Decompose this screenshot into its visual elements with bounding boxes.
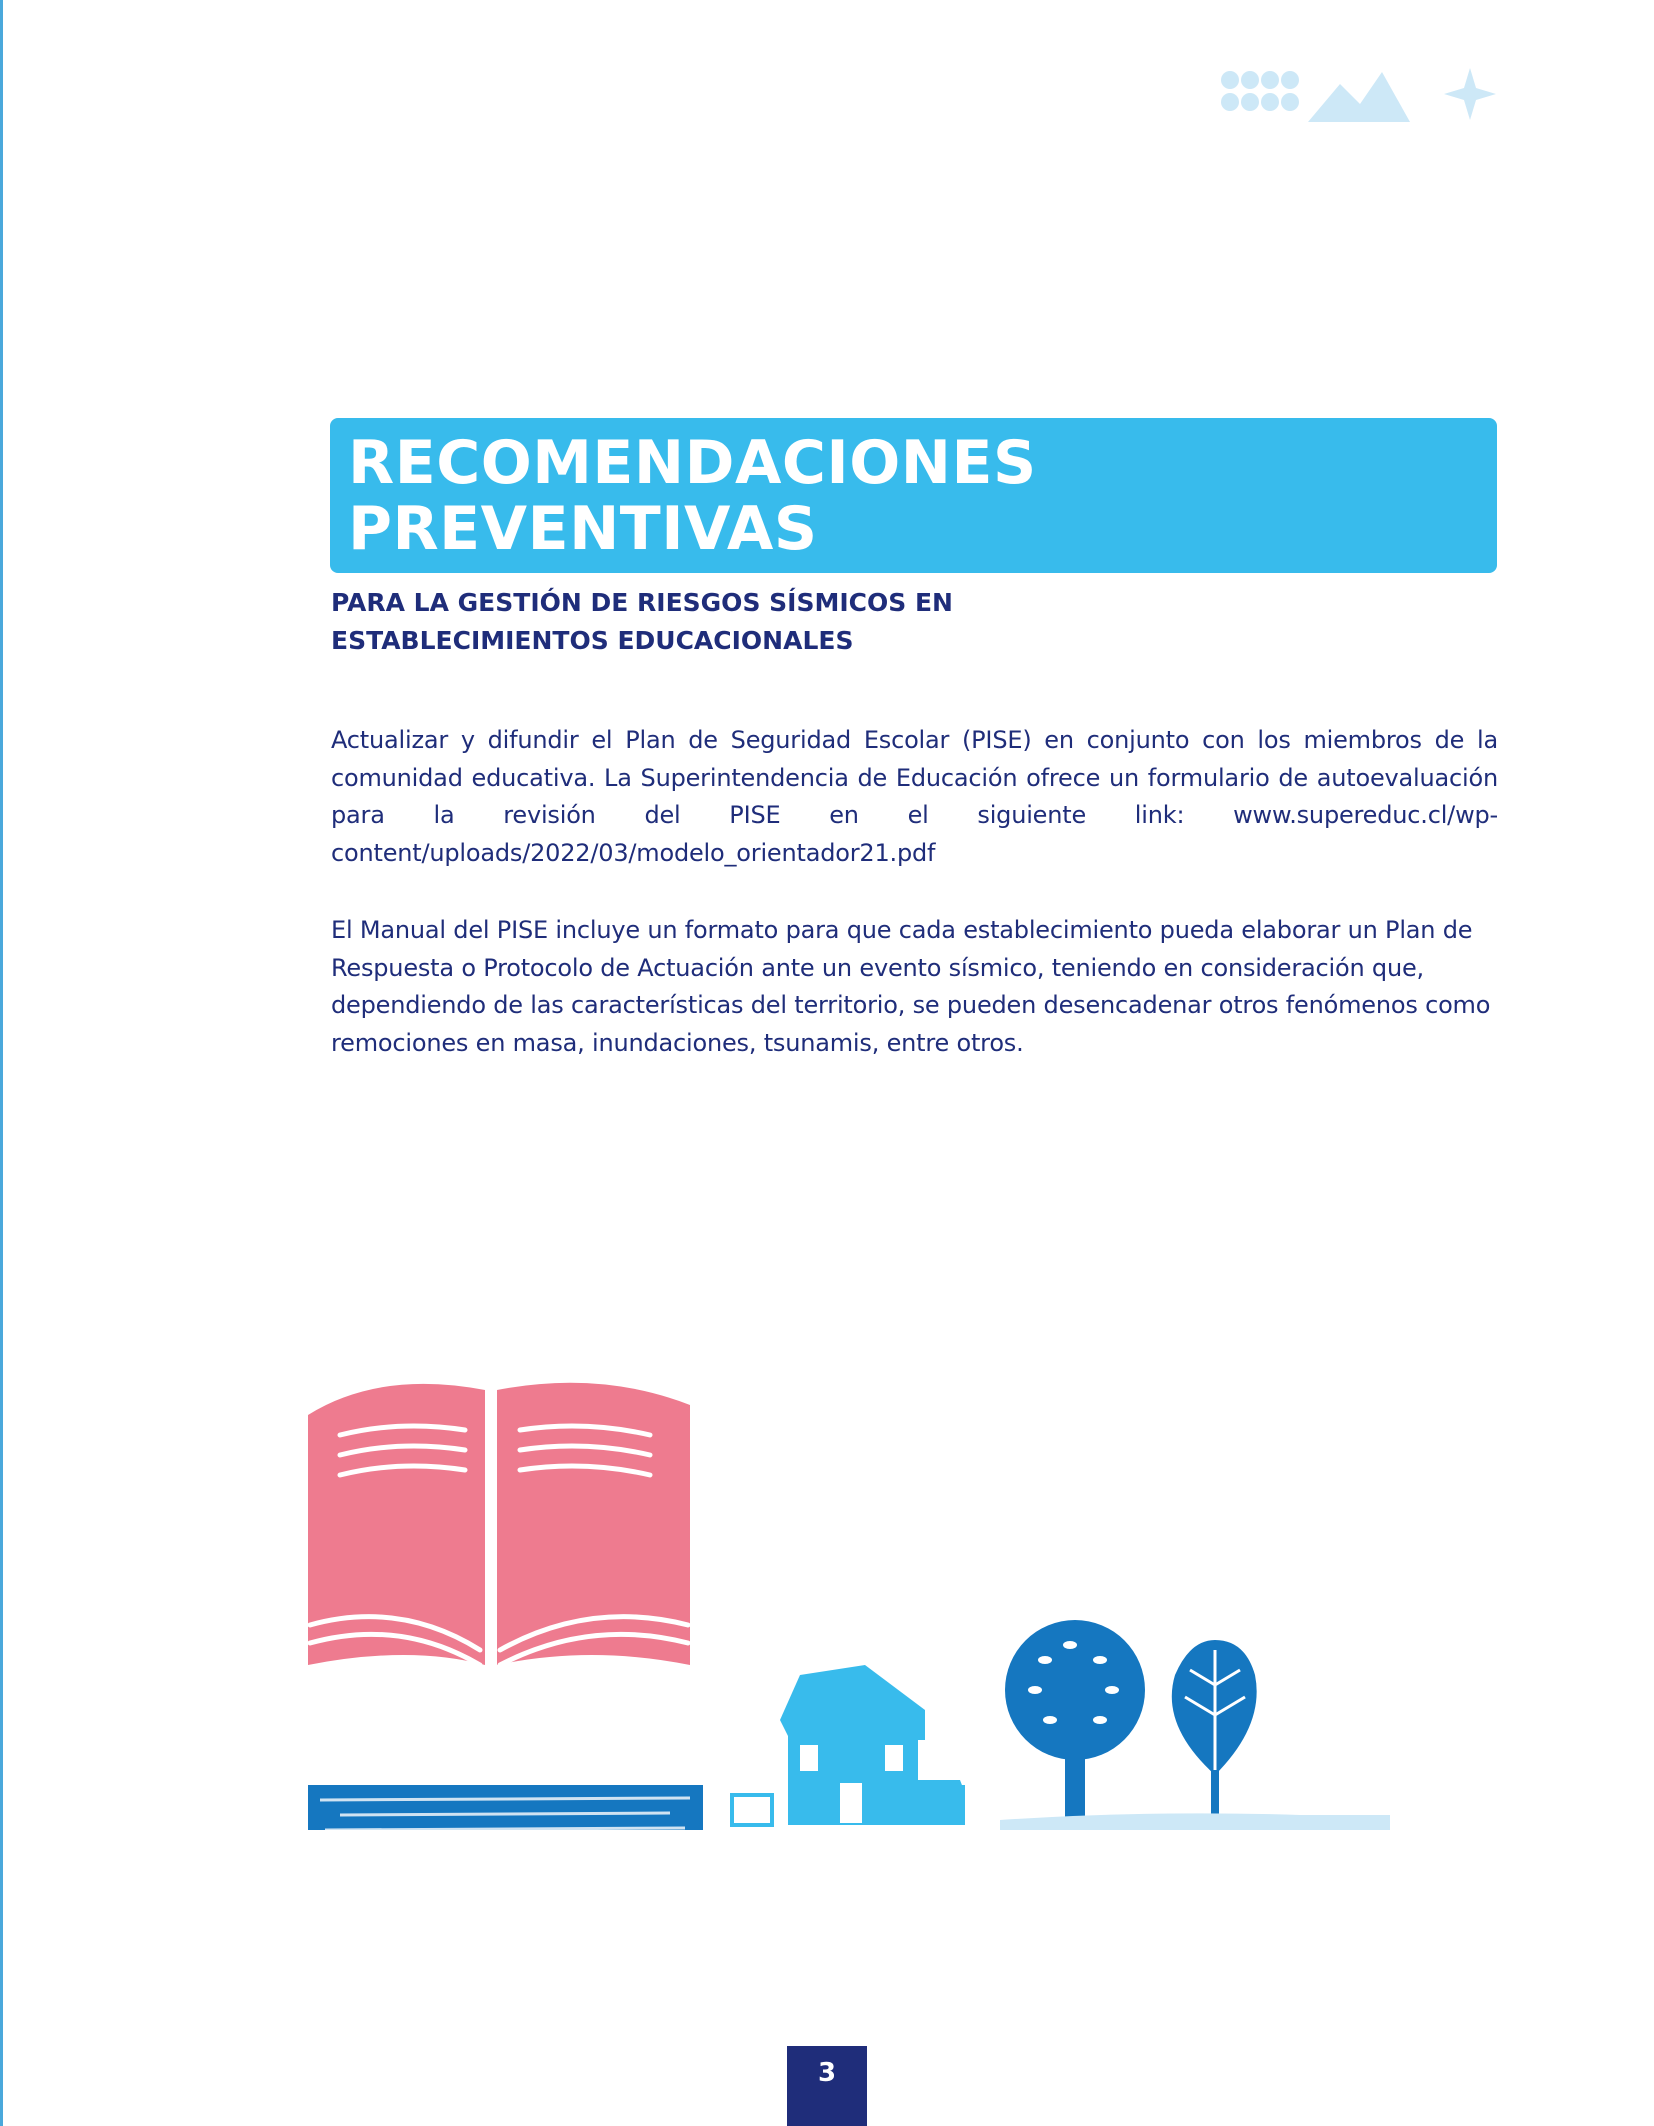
title-line-2: PREVENTIVAS xyxy=(348,494,818,564)
dots-icon xyxy=(1221,71,1299,111)
subtitle xyxy=(331,584,1131,660)
leaf-tree-icon xyxy=(1172,1640,1257,1820)
book-icon xyxy=(308,1383,690,1665)
paragraph-pise-manual: El Manual del PISE incluye un formato para que cada establecimiento pueda elaborar un Plan de Respuesta o Protocolo de Actuación ante un evento sísmico, teniendo en consideración que, dependiendo de las características del territorio, se pueden desencadenar otros fenómenos como remociones en masa, inundaciones, tsunamis, entre otros. xyxy=(331,916,1491,1057)
ground-strip xyxy=(1000,1813,1390,1830)
page-number: 3 xyxy=(787,2046,867,2126)
subtitle-line-2: ESTABLECIMIENTOS EDUCACIONALES xyxy=(331,626,854,655)
title-line-1: RECOMENDACIONES xyxy=(348,428,1037,498)
water-icon xyxy=(308,1785,703,1830)
paragraph-pise-update: Actualizar y difundir el Plan de Seguridad Escolar (PISE) en conjunto con los miembros de la comunidad educativa. La Superintendencia de Educación ofrece un formulario de autoevaluación para la revisión del PISE en el siguiente link: www.supereduc.cl/wp-content/uploads/2022/03/modelo_orientador21.pdf xyxy=(331,726,1498,867)
house-icon xyxy=(732,1665,965,1825)
mountains-icon xyxy=(1308,72,1410,122)
sparkle-icon xyxy=(1444,68,1496,120)
bottom-illustration xyxy=(300,1375,1410,1830)
header-decoration xyxy=(1220,62,1500,126)
title-banner xyxy=(330,418,1497,573)
subtitle-line-1: PARA LA GESTIÓN DE RIESGOS SÍSMICOS EN xyxy=(331,588,953,617)
left-edge-line xyxy=(0,0,3,2126)
tree-icon xyxy=(1005,1620,1145,1820)
